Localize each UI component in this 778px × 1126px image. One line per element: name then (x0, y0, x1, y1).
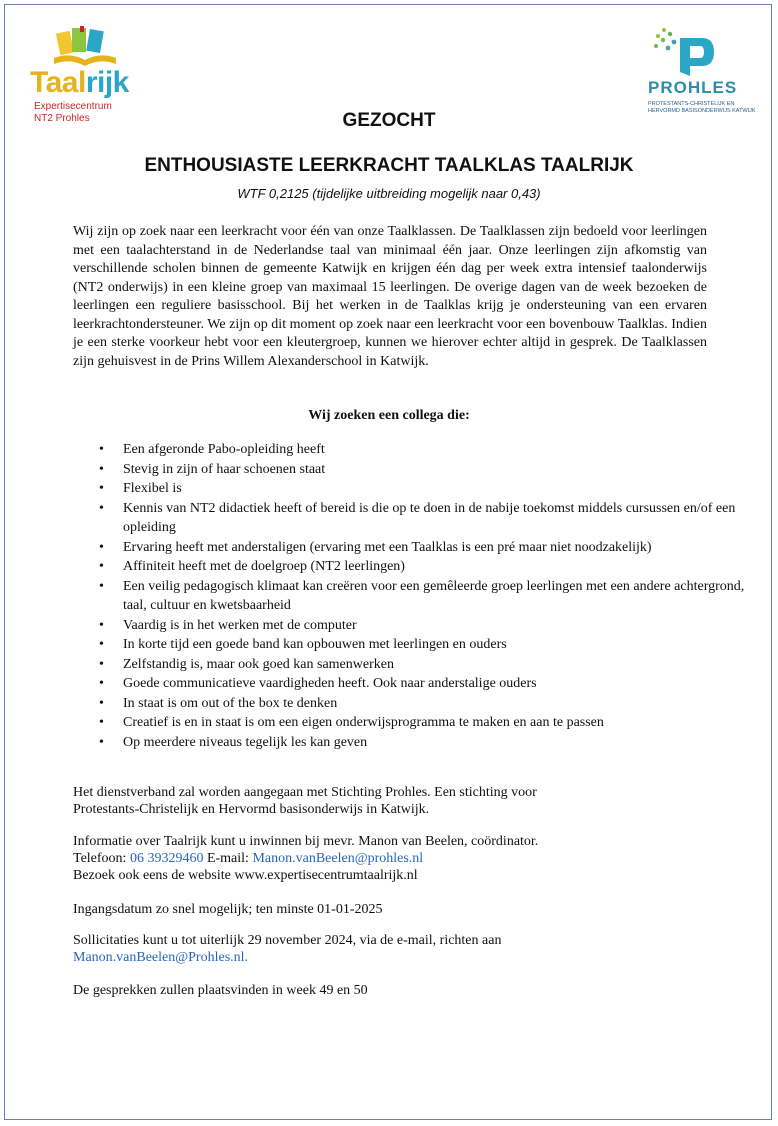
bullet-icon: • (99, 578, 104, 594)
contact-phone-email (73, 850, 713, 867)
employment-paragraph (73, 784, 713, 818)
bullet-icon: • (99, 656, 104, 672)
employment-line-2: Protestants-Christelijk en Hervormd basisonderwijs in Katwijk. (73, 802, 430, 817)
bullet-icon: • (99, 539, 104, 555)
taalrijk-wordmark: Taalrijk (30, 66, 129, 99)
list-item: • Vaardig is in het werken met de computer (123, 616, 763, 636)
list-item: • Ervaring heeft met anderstaligen (ervaring met een Taalklas is een pré maar niet noodzakelijk) (123, 538, 763, 558)
logo-subtitle-2: NT2 Prohles (34, 113, 90, 124)
list-item: • In staat is om out of the box te denken (123, 694, 763, 714)
email-label: E-mail: (203, 851, 253, 866)
logo-subtitle-1: Expertisecentrum (34, 101, 112, 112)
list-item: • Kennis van NT2 didactiek heeft of bereid is die op te doen in de nabije toekomst middels cursussen en/of een opleiding (99, 500, 736, 535)
list-item: • In korte tijd een goede band kan opbouwen met leerlingen en ouders (123, 635, 763, 655)
application-line: Sollicitaties kunt u tot uiterlijk 29 november 2024, via de e-mail, richten aan (73, 933, 502, 948)
prohles-tagline-1: PROTESTANTS-CHRISTELIJK EN (648, 101, 735, 107)
requirements-heading: Wij zoeken een collega die: (308, 408, 470, 423)
phone-link[interactable]: 06 39329460 (129, 851, 204, 866)
bullet-icon: • (99, 461, 104, 477)
bullet-icon: • (99, 500, 104, 516)
website-line: Bezoek ook eens de website www.expertisecentrumtaalrijk.nl (73, 868, 418, 883)
list-item: • Creatief is en in staat is om een eigen onderwijsprogramma te maken en aan te passen (123, 713, 763, 733)
bullet-icon: • (99, 442, 104, 457)
prohles-tagline-2: HERVORMD BASISONDERWIJS KATWIJK (648, 108, 756, 114)
bullet-icon: • (99, 734, 104, 750)
prohles-logo (640, 22, 760, 122)
employment-line-1: Het dienstverband zal worden aangegaan met Stichting Prohles. Een stichting voor (73, 785, 537, 800)
bullet-icon: • (99, 481, 104, 496)
heading-gezocht: GEZOCHT (342, 110, 436, 131)
application-email-link[interactable]: Manon.vanBeelen@Prohles.nl. (73, 950, 249, 965)
book-icon (50, 26, 120, 70)
list-item: • Affiniteit heeft met de doelgroep (NT2 leerlingen) (123, 557, 763, 577)
list-item: • Een veilig pedagogisch klimaat kan creëren voor een gemêleerde groep leerlingen met een andere achtergrond, taal, cultuur en kwetsbaarheid (99, 578, 745, 613)
bullet-icon: • (99, 715, 104, 730)
intro-paragraph: Wij zijn op zoek naar een leerkracht voor één van onze Taalklassen. De Taalklassen zijn bedoeld voor leerlingen met een taalachterstand in de Nederlandse taal van minimaal één jaar. Onze leerlingen zijn afkomstig van verschillende scholen binnen de gemeente Katwijk en krijgen één dag per week extra intensief taalonderwijs (NT2 onderwijs) in een kleine groep van maximaal 15 leerlingen. De overige dagen van de week bezoeken de leerlingen een reguliere basisschool. Bij het werken in de Taalklas krijg je ondersteuning van een ervaren leerkrachtondersteuner. We zijn op dit moment op zoek naar een leerkracht voor een bovenbouw Taalklas. Indien je een sterke voorkeur hebt voor een kleutergroep, kunnen we hierover echter altijd in gesprek. De Taalklassen zijn gehuisvest in de Prins Willem Alexanderschool in Katwijk. (73, 224, 707, 369)
application-paragraph (73, 932, 713, 966)
prohles-p-icon (652, 22, 722, 78)
bullet-icon: • (99, 695, 104, 711)
prohles-wordmark: PROHLES (648, 78, 738, 97)
bullet-icon: • (99, 617, 104, 633)
contact-paragraph (73, 833, 713, 884)
list-item: • Op meerdere niveaus tegelijk les kan geven (123, 733, 763, 753)
bullet-icon: • (99, 637, 104, 652)
list-item: • Stevig in zijn of haar schoenen staat (123, 460, 763, 480)
list-item: • Een afgeronde Pabo-opleiding heeft (123, 440, 763, 460)
bullet-icon: • (99, 559, 104, 574)
list-item: • Goede communicatieve vaardigheden heeft. Ook naar anderstalige ouders (123, 674, 763, 694)
vacancy-title: ENTHOUSIASTE LEERKRACHT TAALKLAS TAALRIJK (144, 155, 634, 176)
list-item: • Zelfstandig is, maar ook goed kan samenwerken (123, 655, 763, 675)
interviews-line: De gesprekken zullen plaatsvinden in week 49 en 50 (73, 983, 368, 998)
vacancy-subtitle: WTF 0,2125 (tijdelijke uitbreiding mogelijk naar 0,43) (237, 186, 541, 201)
email-link[interactable]: Manon.vanBeelen@prohles.nl (252, 851, 424, 866)
phone-label: Telefoon: (73, 851, 130, 866)
requirements-list (73, 440, 763, 752)
start-date: Ingangsdatum zo snel mogelijk; ten minste 01-01-2025 (73, 902, 383, 917)
contact-info: Informatie over Taalrijk kunt u inwinnen bij mevr. Manon van Beelen, coördinator. (73, 834, 539, 849)
list-item: • Flexibel is (123, 479, 763, 499)
bullet-icon: • (99, 676, 104, 691)
